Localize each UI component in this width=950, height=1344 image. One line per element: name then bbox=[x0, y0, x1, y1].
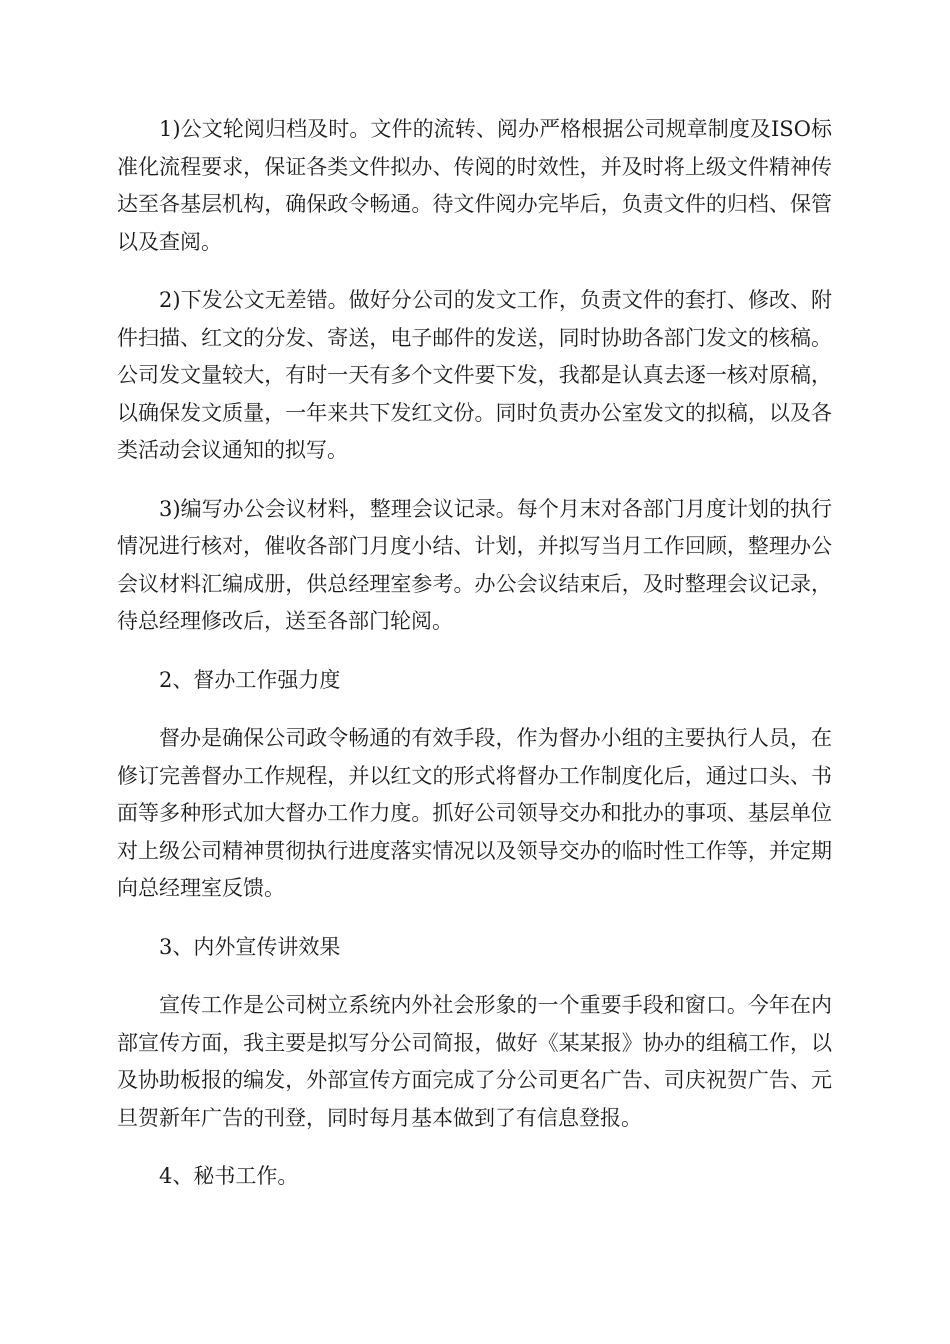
paragraph-publicity: 宣传工作是公司树立系统内外社会形象的一个重要手段和窗口。今年在内部宣传方面，我主要是拟写分公司简报，做好《某某报》协办的组稿工作，以及协助板报的编发，外部宣传方面完成了分公司更名广告、司庆祝贺广告、元旦贺新年广告的刊登，同时每月基本做到了有信息登报。 bbox=[117, 993, 832, 1130]
paragraph-issuing: 2)下发公文无差错。做好分公司的发文工作，负责文件的套打、修改、附件扫描、红文的分发、寄送，电子邮件的发送，同时协助各部门发文的核稿。公司发文量较大，有时一天有多个文件要下发，我都是认真去逐一核对原稿，以确保发文质量，一年来共下发红文份。同时负责办公室发文的拟稿，以及各类活动会议通知的拟写。 bbox=[117, 288, 832, 462]
document-body bbox=[117, 111, 832, 1217]
section-heading-secretary: 4、秘书工作。 bbox=[159, 1164, 299, 1188]
paragraph-supervision: 督办是确保公司政令畅通的有效手段，作为督办小组的主要执行人员，在修订完善督办工作规程，并以红文的形式将督办工作制度化后，通过口头、书面等多种形式加大督办工作力度。抓好公司领导交办和批办的事项、基层单位对上级公司精神贯彻执行进度落实情况以及领导交办的临时性工作等，并定期向总经理室反馈。 bbox=[117, 726, 832, 900]
paragraph-archiving: 1)公文轮阅归档及时。文件的流转、阅办严格根据公司规章制度及ISO标准化流程要求，保证各类文件拟办、传阅的时效性，并及时将上级文件精神传达至各基层机构，确保政令畅通。待文件阅办完毕后，负责文件的归档、保管以及查阅。 bbox=[117, 117, 832, 254]
paragraph-meeting-materials: 3)编写办公会议材料，整理会议记录。每个月末对各部门月度计划的执行情况进行核对，催收各部门月度小结、计划，并拟写当月工作回顾，整理办公会议材料汇编成册，供总经理室参考。办公会议结束后，及时整理会议记录，待总经理修改后，送至各部门轮阅。 bbox=[117, 496, 832, 633]
section-heading-publicity: 3、内外宣传讲效果 bbox=[159, 934, 341, 959]
section-heading-supervision: 2、督办工作强力度 bbox=[159, 667, 341, 692]
